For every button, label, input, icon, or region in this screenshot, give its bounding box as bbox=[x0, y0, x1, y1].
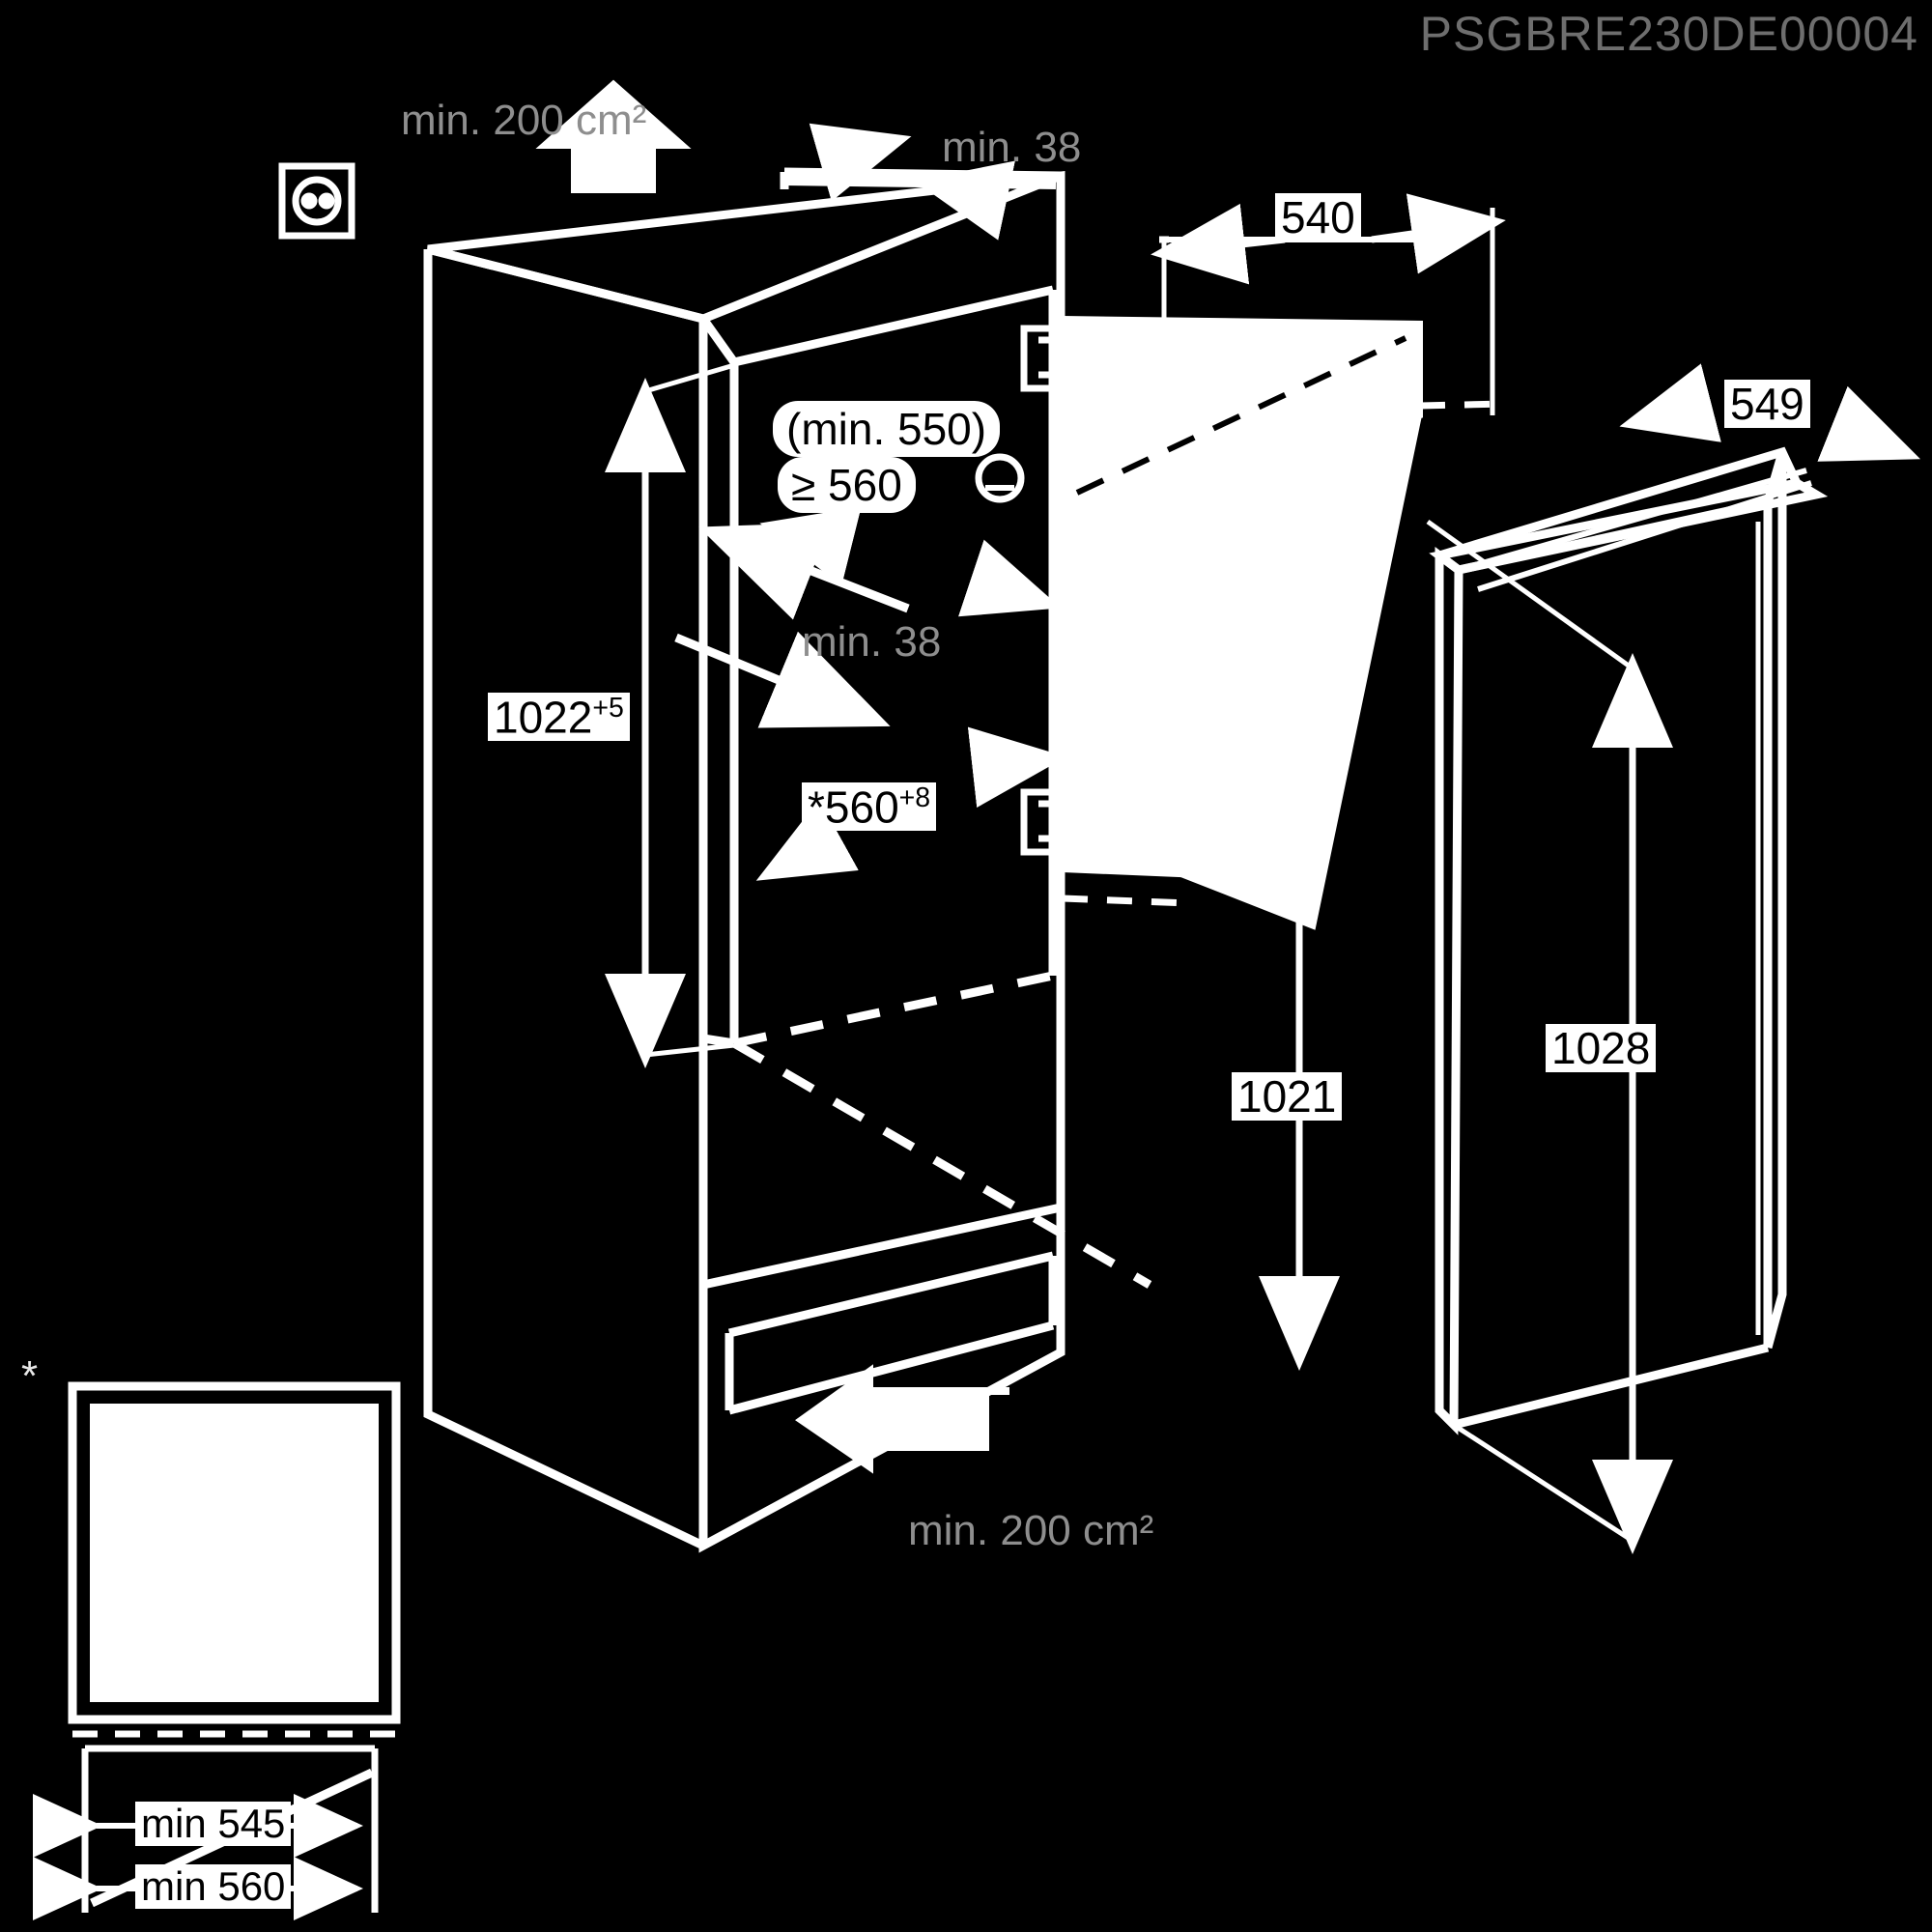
power-socket-icon bbox=[282, 166, 352, 236]
niche-width-label: $*560^{+8}$ bbox=[802, 782, 936, 831]
vent-top-label: min. 200 cm² bbox=[401, 97, 647, 144]
detail-min-545-label: min 545 bbox=[135, 1802, 291, 1846]
appliance-outline bbox=[1439, 452, 1816, 1425]
appliance-height-front-label: 1021 bbox=[1232, 1072, 1342, 1121]
appliance-height-side-label: 1028 bbox=[1546, 1024, 1656, 1072]
gap-mid-label: min. 38 bbox=[802, 618, 942, 666]
niche-depth-min-label: (min. 550) bbox=[773, 401, 1000, 457]
door-width-label: 540 bbox=[1275, 193, 1361, 242]
niche-height-label: $1022^{+5}$ bbox=[488, 693, 630, 741]
vent-bottom-label: min. 200 cm² bbox=[908, 1507, 1154, 1554]
document-code: PSGBRE230DE00004 bbox=[1419, 7, 1918, 61]
gap-top-label: min. 38 bbox=[942, 124, 1082, 171]
detail-min-560-label: min 560 bbox=[135, 1864, 291, 1909]
detail-star-marker: * bbox=[21, 1352, 39, 1400]
appliance-depth-label: 549 bbox=[1724, 380, 1810, 428]
depth-circle-icon bbox=[979, 457, 1021, 499]
niche-depth-label: ≥ 560 bbox=[778, 457, 916, 513]
